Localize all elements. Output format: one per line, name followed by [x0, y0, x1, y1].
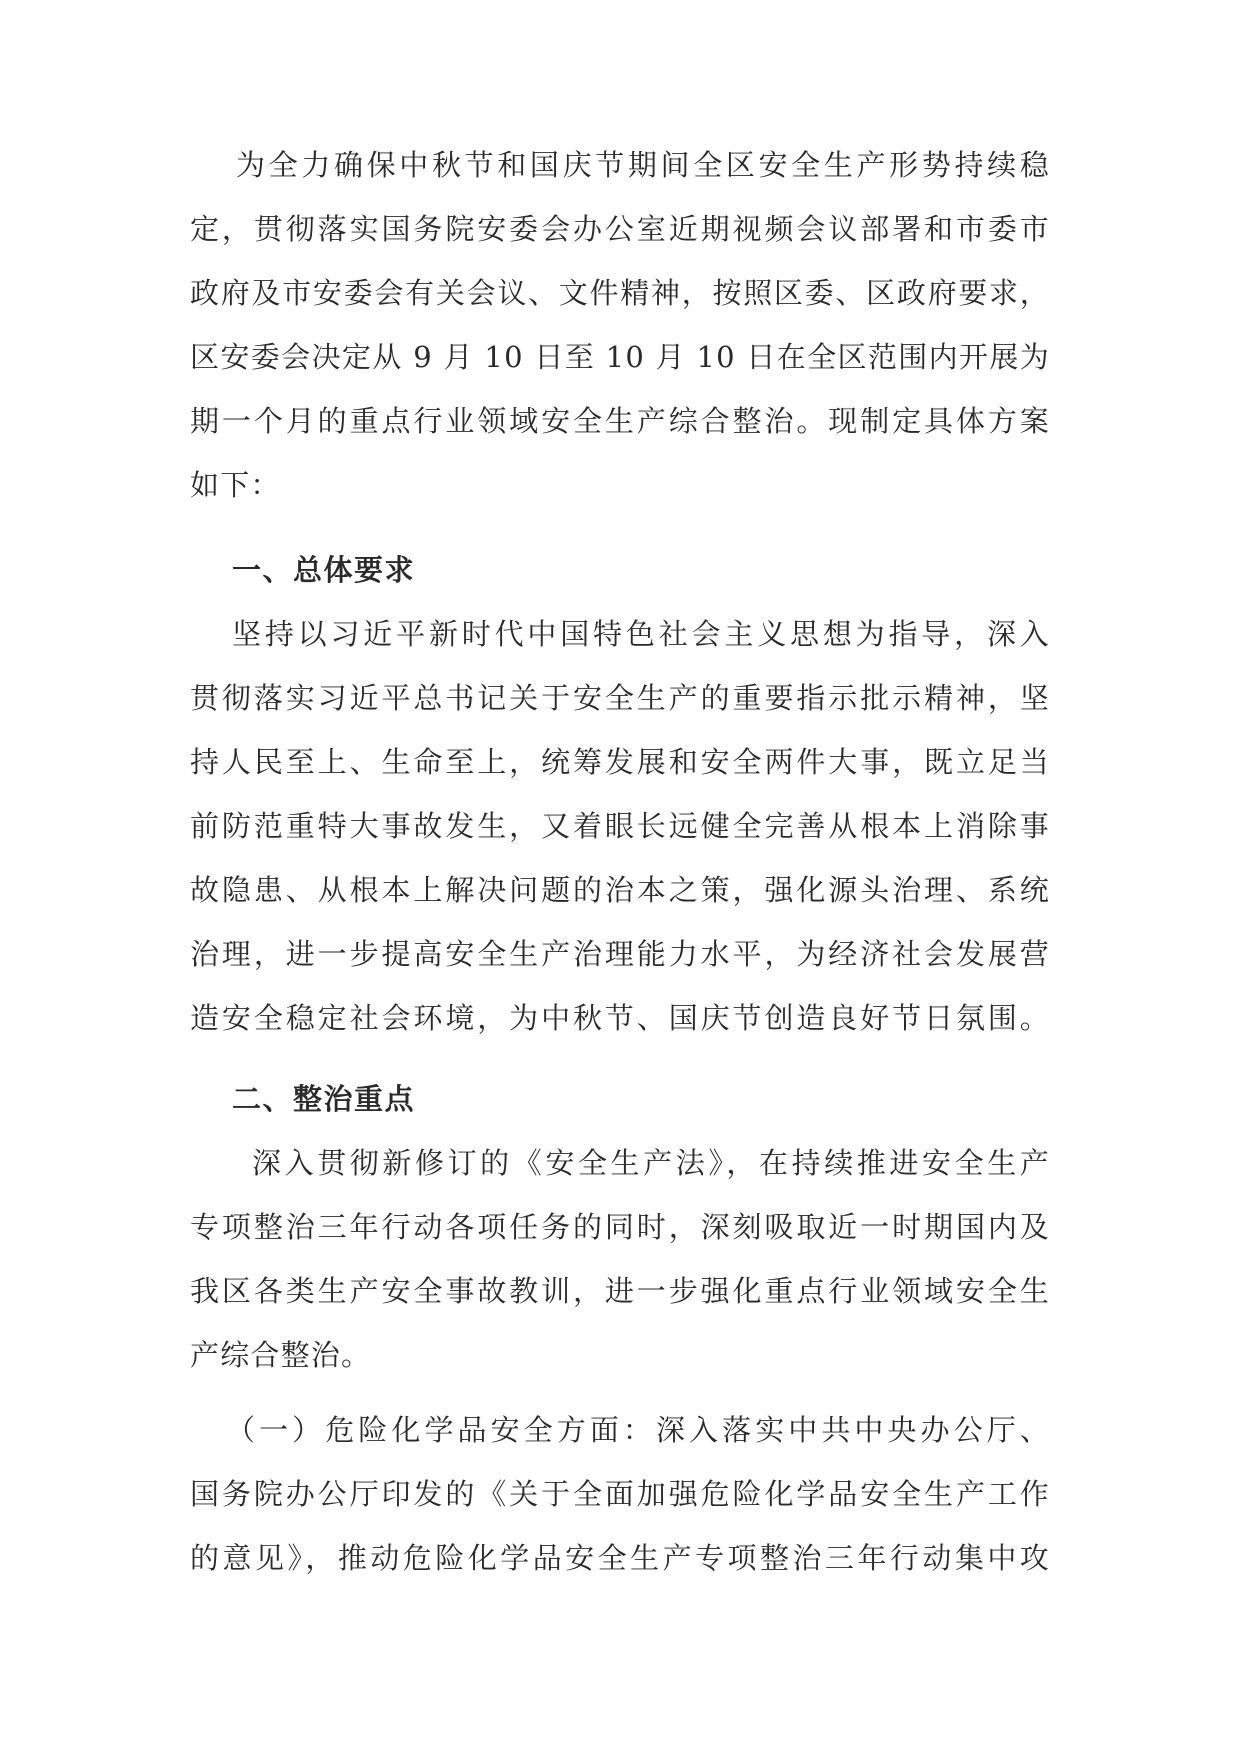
paragraph-line: 我区各类生产安全事故教训，进一步强化重点行业领域安全生 — [190, 1274, 1050, 1308]
paragraph-line: 前防范重特大事故发生，又着眼长远健全完善从根本上消除事 — [190, 809, 1050, 843]
paragraph-line: 治理，进一步提高安全生产治理能力水平，为经济社会发展营 — [190, 937, 1050, 971]
paragraph-line: 期一个月的重点行业领域安全生产综合整治。现制定具体方案 — [190, 404, 1050, 438]
section-heading-general-requirements: 一、总体要求 — [232, 553, 416, 587]
general-requirements-paragraph — [190, 602, 1050, 1050]
section-heading-key-rectification: 二、整治重点 — [232, 1082, 416, 1116]
paragraph-line: 坚持以习近平新时代中国特色社会主义思想为指导，深入 — [232, 617, 1050, 651]
paragraph-line: 造安全稳定社会环境，为中秋节、国庆节创造良好节日氛围。 — [190, 1001, 1050, 1035]
paragraph-line: 深入贯彻新修订的《安全生产法》，在持续推进安全生产 — [252, 1146, 1050, 1180]
paragraph-line: 如下： — [190, 468, 281, 502]
paragraph-line: （一）危险化学品安全方面：深入落实中共中央办公厅、 — [226, 1413, 1050, 1447]
paragraph-line: 区安委会决定从 9 月 10 日至 10 月 10 日在全区范围内开展为 — [190, 340, 1050, 374]
paragraph-line: 产综合整治。 — [190, 1338, 372, 1372]
paragraph-line: 故隐患、从根本上解决问题的治本之策，强化源头治理、系统 — [190, 873, 1050, 907]
paragraph-line: 为全力确保中秋节和国庆节期间全区安全生产形势持续稳 — [236, 148, 1050, 182]
hazardous-chemicals-paragraph — [190, 1398, 1050, 1590]
paragraph-line: 的意见》，推动危险化学品安全生产专项整治三年行动集中攻 — [190, 1541, 1050, 1575]
paragraph-line: 持人民至上、生命至上，统筹发展和安全两件大事，既立足当 — [190, 745, 1050, 779]
key-rectification-paragraph — [190, 1131, 1050, 1387]
paragraph-line: 政府及市安委会有关会议、文件精神，按照区委、区政府要求， — [190, 276, 1050, 310]
paragraph-line: 贯彻落实习近平总书记关于安全生产的重要指示批示精神，坚 — [190, 681, 1050, 715]
paragraph-line: 定，贯彻落实国务院安委会办公室近期视频会议部署和市委市 — [190, 212, 1050, 246]
paragraph-line: 专项整治三年行动各项任务的同时，深刻吸取近一时期国内及 — [190, 1210, 1050, 1244]
paragraph-line: 国务院办公厅印发的《关于全面加强危险化学品安全生产工作 — [190, 1477, 1050, 1511]
intro-paragraph — [190, 133, 1050, 517]
